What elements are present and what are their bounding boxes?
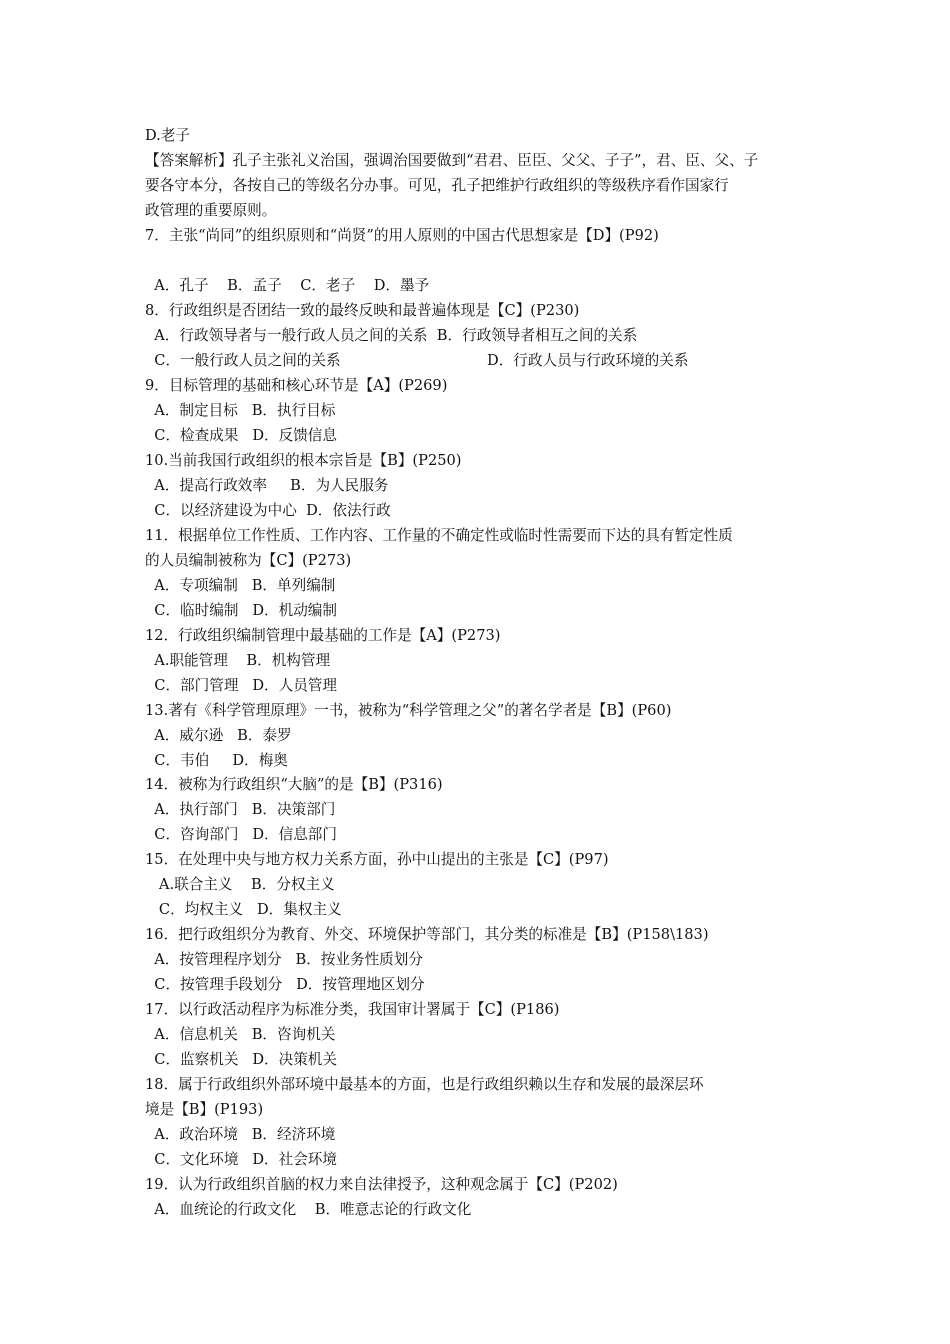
option-line: A．制定目标 B．执行目标 — [145, 402, 336, 419]
option-line: A.职能管理 B．机构管理 — [145, 652, 331, 669]
question-line: 10.当前我国行政组织的根本宗旨是【B】(P250) — [145, 452, 462, 469]
option-line: A．提高行政效率 B．为人民服务 — [145, 477, 389, 494]
option-line: A．孔子 B．孟子 C．老子 D．墨予 — [145, 277, 430, 294]
question-line: 16．把行政组织分为教育、外交、环境保护等部门，其分类的标准是【B】(P158\183) — [145, 926, 709, 943]
question-line: 8．行政组织是否团结一致的最终反映和最普遍体现是【C】(P230) — [145, 302, 580, 319]
question-line: 9．目标管理的基础和核心环节是【A】(P269) — [145, 377, 448, 394]
answer-explanation-line: 【答案解析】孔子主张礼义治国，强调治国要做到“君君、臣臣、父父、子子”，君、臣、父、子 — [145, 152, 759, 169]
option-line: C．按管理手段划分 D．按管理地区划分 — [145, 976, 425, 993]
question-line: 境是【B】(P193) — [145, 1101, 264, 1118]
option-line: C．部门管理 D．人员管理 — [145, 677, 337, 694]
question-line: 12．行政组织编制管理中最基础的工作是【A】(P273) — [145, 627, 501, 644]
option-line: D．行政人员与行政环境的关系 — [487, 352, 689, 369]
question-line: 11．根据单位工作性质、工作内容、工作量的不确定性或临时性需要而下达的具有暂定性质 — [145, 527, 733, 544]
question-line: 7．主张“尚同”的组织原则和“尚贤”的用人原则的中国古代思想家是【D】(P92) — [145, 227, 659, 244]
option-line: C．临时编制 D．机动编制 — [145, 602, 337, 619]
option-line: A．专项编制 B．单列编制 — [145, 577, 336, 594]
option-line: A．信息机关 B．咨询机关 — [145, 1026, 336, 1043]
option-line: C．均权主义 D．集权主义 — [145, 901, 342, 918]
option-line: C．一般行政人员之间的关系 — [145, 352, 341, 369]
option-line: C．文化环境 D．社会环境 — [145, 1151, 337, 1168]
question-line: 18．属于行政组织外部环境中最基本的方面，也是行政组织赖以生存和发展的最深层环 — [145, 1076, 704, 1093]
option-line: A．政治环境 B．经济环境 — [145, 1126, 336, 1143]
question-line: 13.著有《科学管理原理》一书，被称为“科学管理之父”的著名学者是【B】(P60) — [145, 702, 672, 719]
option-line: A．血统论的行政文化 B．唯意志论的行政文化 — [145, 1201, 472, 1218]
option-line: A.联合主义 B．分权主义 — [145, 876, 335, 893]
question-line: 15．在处理中央与地方权力关系方面，孙中山提出的主张是【C】(P97) — [145, 851, 609, 868]
option-line: D.老子 — [145, 127, 191, 144]
option-line: C．以经济建设为中心 D．依法行政 — [145, 502, 391, 519]
option-line: C．韦伯 D．梅奥 — [145, 752, 288, 769]
option-line: A．威尔逊 B．泰罗 — [145, 727, 292, 744]
question-line: 的人员编制被称为【C】(P273) — [145, 552, 352, 569]
option-line: A．执行部门 B．决策部门 — [145, 801, 336, 818]
option-line: A．按管理程序划分 B．按业务性质划分 — [145, 951, 423, 968]
option-line: C．监察机关 D．决策机关 — [145, 1051, 337, 1068]
question-line: 19．认为行政组织首脑的权力来自法律授予，这种观念属于【C】(P202) — [145, 1176, 618, 1193]
option-line: A．行政领导者与一般行政人员之间的关系 B．行政领导者相互之间的关系 — [145, 327, 638, 344]
answer-explanation-line: 要各守本分，各按自己的等级名分办事。可见，孔子把维护行政组织的等级秩序看作国家行 — [145, 177, 729, 194]
question-line: 14．被称为行政组织“大脑”的是【B】(P316) — [145, 776, 443, 793]
answer-explanation-line: 政管理的重要原则。 — [145, 202, 277, 219]
question-line: 17．以行政活动程序为标准分类，我国审计署属于【C】(P186) — [145, 1001, 560, 1018]
option-line: C．咨询部门 D．信息部门 — [145, 826, 337, 843]
option-line: C．检查成果 D．反馈信息 — [145, 427, 337, 444]
